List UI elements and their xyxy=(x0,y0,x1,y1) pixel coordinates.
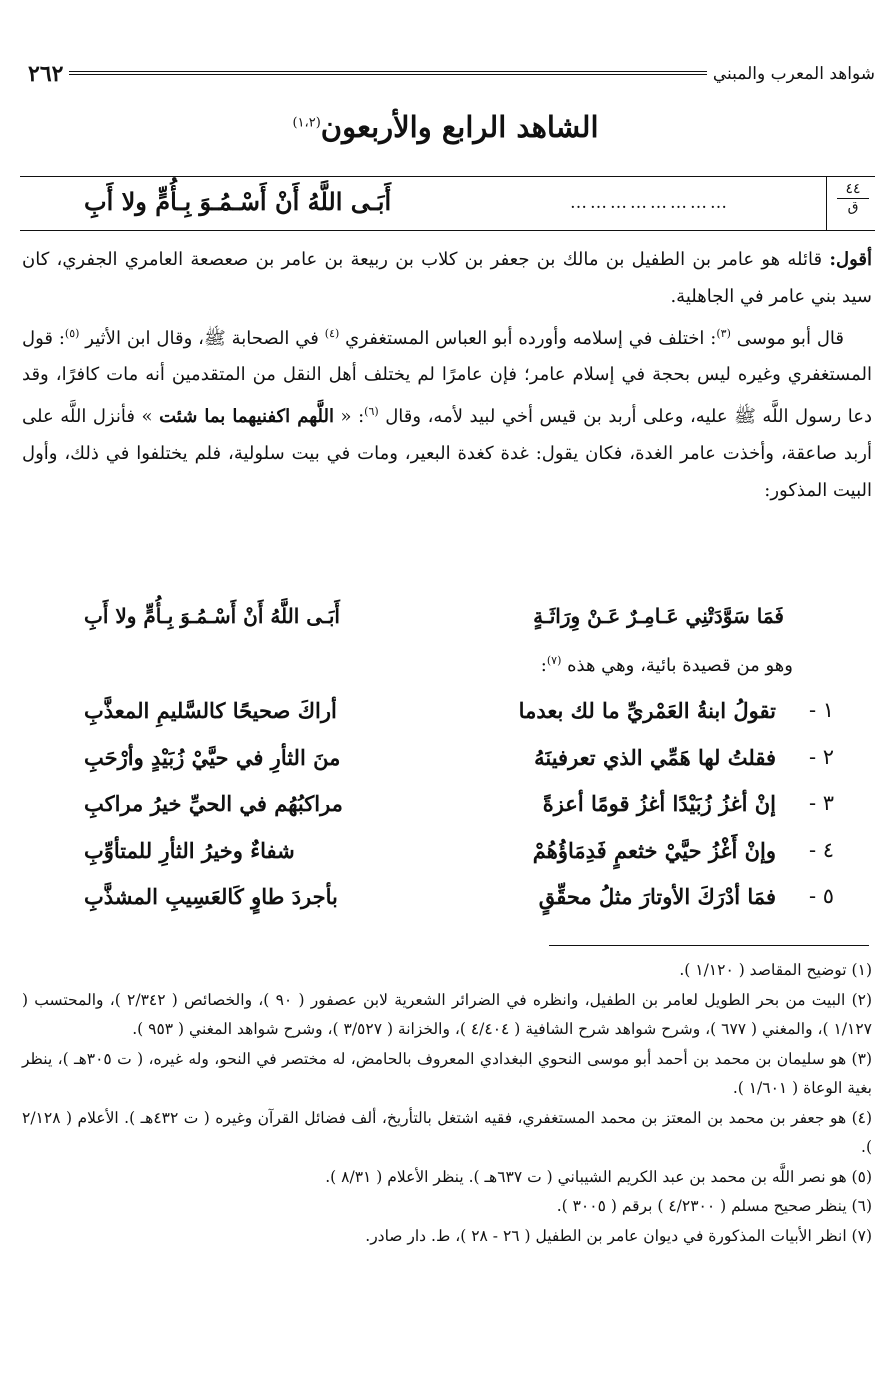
poem-line xyxy=(84,745,834,792)
running-header xyxy=(20,56,875,92)
footnote-separator xyxy=(549,945,869,946)
paragraph-label: أقول: xyxy=(829,249,872,270)
poem-second-hemistich: أراكَ صحيحًا كالسَّليمِ المعذَّبِ xyxy=(84,698,337,723)
poem-first-hemistich: فمَا أدْرَكَ الأوتارَ مثلُ محقِّقٍ xyxy=(538,884,776,909)
poem-second-hemistich: مراكبُهُم في الحيِّ خيرُ مراكبِ xyxy=(84,791,343,816)
poem-second-hemistich: بأجردَ طاوٍ كَالعَسِيبِ المشذَّبِ xyxy=(84,884,338,909)
verse-hemistich: أَبَـى اللَّهُ أَنْ أَسْـمُـوَ بِـأُمٍّ ولا أَبِ xyxy=(84,187,392,216)
footnote-ref-5: (٥) xyxy=(64,326,80,340)
page-number: ٢٦٢ xyxy=(28,61,64,87)
footnote: (٧) انظر الأبيات المذكورة في ديوان عامر بن الطفيل ( ٢٦ - ٢٨ )، ط. دار صادر. xyxy=(365,1226,872,1245)
footnote: (١) توضيح المقاصد ( ١/١٢٠ ). xyxy=(679,961,872,979)
poem-line xyxy=(84,884,834,931)
poem-first-hemistich: فقلتُ لها هَمِّي الذي تعرفينَهُ xyxy=(534,744,776,770)
poem-second-hemistich: شفاءٌ وخيرُ الثأرِ للمتأوِّبِ xyxy=(84,837,295,863)
poem-first-hemistich: تقولُ ابنةُ العَمْريِّ ما لك بعدما xyxy=(518,698,776,723)
paragraph-2-a: قال أبو موسى xyxy=(730,327,844,349)
footnote-ref-4: (٤) xyxy=(324,326,340,340)
chapter-title-text: الشاهد الرابع والأربعون xyxy=(320,110,599,144)
poem-intro-end: : xyxy=(540,655,547,676)
footnote: (٤) هو جعفر بن محمد بن المعتز بن محمد المستغفري، فقيه اشتغل بالتأريخ، ألف فضائل القرآن وغيره ( ت ٤٣٢هـ ). الأعلام ( ٢/١٢٨ ). xyxy=(22,1108,873,1156)
footnote-ref-7: (٧) xyxy=(546,654,562,667)
paragraph-1-text: قائله هو عامر بن الطفيل بن مالك بن جعفر بن كلاب بن ربيعة بن عامر بن صعصعة العامري الجفري، كان سيد بني عامر في الجاهلية. xyxy=(22,249,872,307)
verse-box xyxy=(20,176,875,231)
poem-intro xyxy=(541,654,793,676)
poem-line-number: ٣ - xyxy=(808,791,834,815)
poem-line xyxy=(84,698,834,745)
hadith-quote: اللَّهم اكفنيهما بما شئت xyxy=(159,406,334,428)
header-rule xyxy=(69,71,706,77)
footnote-ref-6: (٦) xyxy=(364,405,379,419)
couplet xyxy=(84,604,784,640)
poem-intro-text: وهو من قصيدة بائية، وهي هذه xyxy=(561,655,793,676)
footnote: (٦) ينظر صحيح مسلم ( ٤/٢٣٠٠ ) برقم ( ٣٠٠٥ ). xyxy=(556,1197,872,1215)
footnote-ref-3: (٣) xyxy=(716,326,731,340)
poem-line-number: ١ - xyxy=(808,698,834,722)
poem-line xyxy=(84,791,834,838)
poem-second-hemistich: منَ الثأرِ في حيَّيْ زُبَيْدٍ وأرْحَبِ xyxy=(84,744,341,770)
verse-dots: …………………… xyxy=(570,193,730,213)
poem xyxy=(84,698,834,931)
paragraph-2 xyxy=(22,316,872,510)
poem-first-hemistich: إنْ أغزُ زُبَيْدًا أغزُ قومًا أعزةً xyxy=(542,791,776,816)
footnote: (٣) هو سليمان بن محمد بن أحمد أبو موسى النحوي البغدادي المعروف بالحامض، له مختصر في النحو، وله غيره، ( ت ٣٠٥هـ )، ينظر بغية الوعاة ( ١/٦٠١ ). xyxy=(22,1049,872,1097)
paragraph-2-d: : قول المستغفري وغيره ليس بحجة في إسلام عامر؛ فإن عامرًا لم يختلف أهل النقل من المتقدمين أنه مات كافرًا، وقد دعا رسول اللَّه ﷺ عليه، وعلى أربد بن قيس أخي لبيد لأمه، وقال xyxy=(22,327,873,428)
paragraph-2-e: : « xyxy=(333,406,365,428)
footnote: (٥) هو نصر اللَّه بن محمد بن عبد الكريم الشيباني ( ت ٦٣٧هـ ). ينظر الأعلام ( ٨/٣١ ). xyxy=(325,1167,872,1186)
verse-reference xyxy=(837,181,869,216)
chapter-note-ref: (١،٢) xyxy=(292,115,321,131)
body-text xyxy=(22,242,872,510)
poem-line-number: ٢ - xyxy=(808,744,834,769)
paragraph-2-f: » فأنزل اللَّه على أربد صاعقة، وأخذت عامر الغدة، فكان يقول: غدة كغدة البعير، ومات في بيت سلولية، فلم يختلفوا في ذلك، وأول البيت المذكور: xyxy=(22,406,872,501)
paragraph-2-b: : اختلف في إسلامه وأورده أبو العباس المستغفري xyxy=(339,327,717,349)
footnote: (٢) البيت من بحر الطويل لعامر بن الطفيل، وانظره في الضرائر الشعرية لابن عصفور ( ٩٠ )، والخصائص ( ٢/٣٤٢ )، والمحتسب ( ١/١٢٧ )، والمغني ( ٦٧٧ )، وشرح شواهد شرح الشافية ( ٤/٤٠٤ )، والخزانة ( ٣/٥٢٧ )، وشرح شواهد المغني ( ٩٥٣ ). xyxy=(22,990,873,1038)
poem-line-number: ٥ - xyxy=(808,884,834,908)
verse-ref-number: ٤٤ xyxy=(837,181,869,199)
footnotes xyxy=(22,956,872,1251)
couplet-first-hemistich: فَمَا سَوَّدَتْنِي عَـامِـرٌ عَـنْ وِرَاثَـةٍ xyxy=(533,604,784,628)
chapter-title xyxy=(0,110,891,144)
book-title: شواهد المعرب والمبني xyxy=(712,64,875,84)
poem-line xyxy=(84,838,834,885)
poem-line-number: ٤ - xyxy=(808,837,834,862)
paragraph-1 xyxy=(22,242,872,316)
verse-ref-divider xyxy=(826,177,827,230)
paragraph-2-c: في الصحابة ﷺ، وقال ابن الأثير xyxy=(79,327,325,349)
verse-ref-letter: ق xyxy=(847,199,859,215)
poem-first-hemistich: وإنْ أَغْزُ حيَّيْ خثعمٍ فَدِمَاؤُهُمْ xyxy=(532,837,776,863)
couplet-second-hemistich: أَبَـى اللَّهُ أَنْ أَسْـمُـوَ بِـأُمٍّ ولا أَبِ xyxy=(84,604,340,628)
